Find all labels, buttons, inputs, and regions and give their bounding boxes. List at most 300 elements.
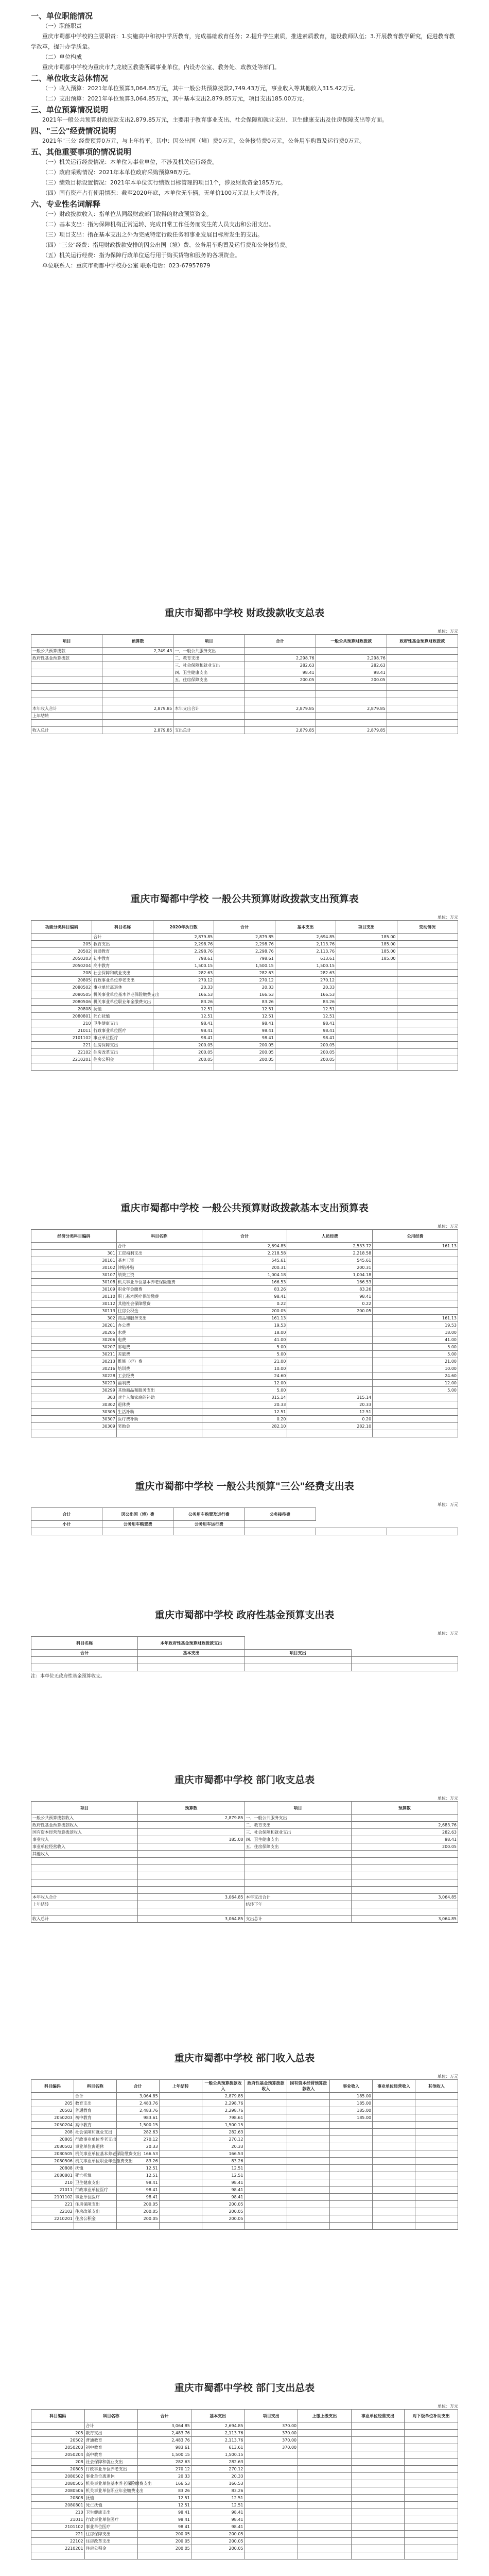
table-cell [351,2437,405,2444]
section-paragraph: （一）收入预算：2021年单位预算3,064.85万元，其中一般公共预算拨款2,749.43万元，事业收入等其他收入315.42万元。 [42,85,359,92]
table-cell: 2050204 [31,2122,74,2129]
table-cell: 24.60 [373,1372,458,1380]
table-title: 重庆市蜀都中学校 部门收支总表 [174,1774,315,1786]
table-cell [351,2509,405,2516]
table-cell [138,1887,244,1894]
table-cell [373,2179,415,2187]
table-cell: 20.33 [191,2473,244,2480]
table-cell [405,2531,458,2538]
table-cell: 本年收入合计 [31,705,102,713]
table-cell: 0.22 [202,1300,287,1308]
table-cell [159,2114,202,2122]
table-cell: 2050203 [31,955,92,962]
table-row [31,2444,458,2451]
table-cell: 30108 [31,1279,117,1286]
table-cell [351,2523,405,2531]
table-cell: 200.05 [202,2215,244,2223]
table-cell [336,1063,397,1071]
table-cell: 210 [31,2179,74,2187]
table-cell [351,2422,405,2430]
table-cell [397,962,458,970]
table-row [31,2150,458,2158]
table-cell: 三、社会保障和就业支出 [244,1829,351,1836]
column-header: 项目支出 [244,2410,298,2422]
section-heading: 五、其他重要事项的情况说明 [31,147,132,157]
table-cell: 2,218.58 [202,1250,287,1257]
table-cell: 其他收入 [31,1851,138,1858]
table-cell: 12.51 [191,2495,244,2502]
table-cell [159,2136,202,2143]
table-cell [159,2223,202,2230]
table-cell [351,1901,458,1908]
table-cell [405,2422,458,2430]
table-cell: 282.63 [351,1829,458,1836]
column-header: 公务用车购置及运行费 [173,1508,244,1521]
table-cell [102,691,173,698]
table-cell: 41.00 [202,1336,287,1344]
table-row [31,948,458,955]
table-row [31,1056,458,1063]
table-title: 重庆市蜀都中学校 一般公共预算"三公"经费支出表 [135,1481,354,1492]
table-row [31,2552,458,2560]
table-cell [287,2107,330,2114]
table-cell: 死亡抚恤 [84,2502,138,2509]
table-cell [373,1300,458,1308]
table-cell: 2,879.85 [102,727,173,734]
table-row [31,1372,458,1380]
table-block [31,605,458,734]
table-cell: 抚恤 [84,2495,138,2502]
table-cell: 事业收入 [31,1836,138,1843]
table-cell [330,2165,373,2172]
table-cell: 545.61 [202,1257,287,1264]
table-row [31,727,458,734]
table-cell: 21011 [31,1027,92,1035]
table-row [31,1664,458,1671]
table-cell: 2,298.76 [316,655,387,662]
table-cell: 2,483.76 [138,2430,191,2437]
table-row [31,1416,458,1423]
table-cell [31,1865,138,1872]
table-cell [415,2114,458,2122]
table-cell [102,669,173,676]
table-cell [244,1879,351,1887]
table-cell [415,2215,458,2223]
table-cell [336,991,397,998]
table-cell: 200.05 [202,2201,244,2208]
section-heading: 三、单位预算情况说明 [31,105,109,114]
table-cell [31,684,102,691]
table-cell: 2,298.76 [202,2100,244,2107]
table-row [31,1815,458,1822]
table-cell: 282.63 [191,2459,244,2466]
table-cell: 3,064.85 [351,1894,458,1901]
table-cell: 普通教育 [84,2437,138,2444]
table-cell: 221 [31,2201,74,2208]
table-cell: 四、卫生健康支出 [244,1836,351,1843]
table-cell: 事业单位离退休 [92,984,153,991]
table-cell [202,1430,287,1437]
table-cell: 5.00 [373,1387,458,1394]
table-cell: 20805 [31,977,92,984]
table-cell [138,1657,244,1664]
table-cell [336,1027,397,1035]
table-cell [415,2179,458,2187]
table-cell: 2080502 [31,984,92,991]
table-cell [244,1657,351,1664]
table-cell: 2,694.85 [191,2422,244,2430]
table-row [31,1264,458,1272]
table-cell: 1,500.15 [153,962,214,970]
table-cell: 30207 [31,1344,117,1351]
table-cell [373,2107,415,2114]
table-cell: 200.05 [275,1056,336,1063]
table-cell [31,1243,117,1250]
table-cell: 津贴补贴 [116,1264,202,1272]
table-cell: 210 [31,2509,85,2516]
table-cell [116,1430,202,1437]
table-cell [244,2531,298,2538]
table-row [31,1528,458,1535]
table-cell: 12.51 [202,2172,244,2179]
table-cell [31,1879,138,1887]
table-cell: 事业单位医疗 [84,2523,138,2531]
table-cell: 2,113.76 [191,2437,244,2444]
data-table [31,1229,458,1437]
table-cell: 2,879.85 [202,2093,244,2100]
table-row [31,984,458,991]
column-header: 一般公共预算拨款收入 [202,2080,244,2093]
table-cell: 12.51 [191,2502,244,2509]
table-cell: 绩效工资 [116,1272,202,1279]
table-cell [373,1401,458,1409]
table-cell [31,720,102,727]
table-cell: 2,694.85 [275,934,336,941]
table-cell: 22102 [31,2208,74,2215]
table-cell: 12.51 [275,1006,336,1013]
table-title: 重庆市蜀都中学校 财政拨款收支总表 [164,607,325,619]
table-cell [159,2129,202,2136]
table-cell: 98.41 [153,1027,214,1035]
table-cell [102,720,173,727]
table-cell: 奖励金 [116,1423,202,1430]
table-cell: 2,749.43 [102,648,173,655]
table-cell [287,1329,373,1336]
table-cell: 200.05 [275,1049,336,1056]
table-row [31,977,458,984]
table-cell [287,1351,373,1358]
table-cell: 98.41 [287,1293,373,1300]
table-row [31,2437,458,2444]
table-cell [244,2129,287,2136]
table-cell [351,1908,458,1916]
table-cell: 12.51 [214,1013,275,1020]
table-cell: 98.41 [214,1035,275,1042]
table-cell: 20.33 [202,1401,287,1409]
table-row [31,1901,458,1908]
table-cell: 98.41 [191,2516,244,2523]
table-cell: 12.00 [373,1380,458,1387]
table-cell [159,2215,202,2223]
table-cell [316,684,387,691]
table-cell: 高中教育 [92,962,153,970]
table-unit: 单位：万元 [438,1502,458,1507]
table-row [31,2422,458,2430]
table-cell: 五、住房保障支出 [173,676,244,684]
table-cell [351,1858,458,1865]
table-cell: 2,483.76 [116,2107,159,2114]
table-row [31,1336,458,1344]
table-cell: 5.00 [373,1351,458,1358]
table-cell [173,691,244,698]
table-cell [287,2165,330,2172]
table-cell: 21011 [31,2187,74,2194]
table-row [31,962,458,970]
table-cell [287,1430,373,1437]
table-cell [287,1372,373,1380]
table-cell [138,1872,244,1879]
table-cell [351,2430,405,2437]
table-row [31,662,458,669]
table-cell: 职工基本医疗保险缴费 [116,1293,202,1300]
table-cell [102,698,173,705]
table-row [31,2165,458,2172]
table-cell: 302 [31,1315,117,1322]
table-cell [397,1013,458,1020]
table-cell [102,1528,173,1535]
table-cell [397,1027,458,1035]
table-cell: 270.12 [138,2466,191,2473]
table-cell [244,2100,287,2107]
column-header: 上年结转 [159,2080,202,2093]
table-cell: 2,879.85 [244,727,316,734]
table-row [31,1858,458,1865]
table-cell: 2,298.76 [214,948,275,955]
table-cell [373,1430,458,1437]
sub-header: 基本支出 [138,1650,244,1657]
table-cell: 200.05 [202,2208,244,2215]
data-table [31,1507,458,1535]
table-cell [92,1063,153,1071]
table-cell [287,2114,330,2122]
table-cell [351,2459,405,2466]
table-cell: 166.53 [153,991,214,998]
table-cell: 二、教育支出 [173,655,244,662]
table-cell: 282.63 [214,970,275,977]
column-header: 本年政府性基金预算财政拨款支出 [138,1637,244,1650]
table-row [31,2208,458,2215]
table-unit: 单位：万元 [438,629,458,634]
table-cell [373,1308,458,1315]
table-cell [316,691,387,698]
table-cell: 20.33 [214,984,275,991]
table-row [31,1279,458,1286]
section-paragraph: （一）财政拨款收入：指单位从同级财政部门取得的财政预算资金。 [42,211,212,217]
table-cell [387,684,458,691]
table-cell: 2080502 [31,2473,85,2480]
table-cell [138,1843,244,1851]
table-cell [387,655,458,662]
table-cell: 270.12 [202,2136,244,2143]
column-header: 科目编码 [31,2410,85,2422]
table-cell: 545.61 [287,1257,373,1264]
table-cell [244,2172,287,2179]
table-cell: 282.63 [244,662,316,669]
table-cell [351,2502,405,2509]
table-cell [405,2466,458,2473]
section-paragraph: 重庆市蜀都中学校的主要职责：1.实施高中和初中学历教育，完成基础教育任务；2.提升学生素质，推进素质教育，建设教师队伍；3.开展教育教学研究，促进教育教学改革，提升办学质量。 [31,33,455,50]
table-cell [244,2215,287,2223]
table-unit: 单位：万元 [438,1631,458,1636]
table-cell [298,2451,352,2459]
table-cell: 12.51 [202,1409,287,1416]
table-cell [330,2215,373,2223]
table-cell: 22102 [31,1049,92,1056]
table-cell [336,1006,397,1013]
table-cell: 2,879.85 [244,705,316,713]
table-cell [336,1042,397,1049]
table-cell: 208 [31,970,92,977]
table-cell [159,2100,202,2107]
column-header: 预算数 [351,1802,458,1815]
table-cell: 1,500.15 [214,962,275,970]
table-cell [336,1049,397,1056]
table-cell [397,1035,458,1042]
table-cell: 3,064.85 [351,1916,458,1923]
column-header: 功能分类科目编码 [31,921,92,934]
table-cell [116,2223,159,2230]
table-row [31,2179,458,2187]
table-cell: 机关事业单位职业年金缴费支出 [74,2158,116,2165]
table-cell: 行政事业单位医疗 [92,1027,153,1035]
table-row [31,1872,458,1879]
table-cell [287,2150,330,2158]
table-row [31,1329,458,1336]
table-cell [405,2487,458,2495]
column-header: 项目 [244,1802,351,1815]
table-unit: 单位：万元 [438,2074,458,2079]
column-header: 政府性基金预算财政拨款 [387,635,458,648]
table-cell [415,2129,458,2136]
table-cell [415,2187,458,2194]
table-cell [415,2223,458,2230]
table-cell [173,720,244,727]
table-cell [287,2179,330,2187]
table-cell [244,2223,287,2230]
table-cell [159,2187,202,2194]
column-header: 项目 [173,635,244,648]
table-cell: 208 [31,2129,74,2136]
table-cell [244,2523,298,2531]
table-cell: 200.05 [191,2531,244,2538]
table-cell [415,2143,458,2150]
table-cell: 住房保障支出 [92,1042,153,1049]
table-cell [373,2100,415,2107]
column-header: 上缴上级支出 [298,2410,352,2422]
table-cell: 282.63 [316,662,387,669]
table-cell: 抚恤 [92,1006,153,1013]
table-cell: 30110 [31,1293,117,1300]
table-cell: 12.51 [116,2165,159,2172]
table-cell [387,669,458,676]
table-cell [316,720,387,727]
table-cell [351,2495,405,2502]
table-cell [287,2100,330,2107]
column-header: 公务接待费 [244,1508,316,1521]
table-cell: 30229 [31,1380,117,1387]
table-cell: 行政事业单位养老支出 [84,2466,138,2473]
table-cell [138,1879,244,1887]
table-cell [336,984,397,991]
column-header: 事业收入 [330,2080,373,2093]
table-cell [351,2487,405,2495]
table-cell [415,2208,458,2215]
table-cell: 政府性基金预算拨款收入 [31,1822,138,1829]
table-cell: 185.00 [330,2114,373,2122]
table-cell [244,2143,287,2150]
table-cell: 事业单位医疗 [92,1035,153,1042]
table-cell: 事业单位经营收入 [31,1843,138,1851]
table-cell [244,2122,287,2129]
table-cell: 2080506 [31,2158,74,2165]
table-cell: 30302 [31,1401,117,1409]
table-cell [138,2552,191,2560]
table-cell: 200.05 [214,1042,275,1049]
table-cell [31,1528,102,1535]
table-cell [373,2172,415,2179]
column-header: 项目 [31,635,102,648]
table-cell: 98.41 [116,2179,159,2187]
table-cell: 2,113.76 [191,2430,244,2437]
table-cell: 282.63 [275,970,336,977]
table-cell [298,2509,352,2516]
table-cell [330,2143,373,2150]
table-cell: 200.05 [138,2538,191,2545]
table-cell [373,1293,458,1300]
table-cell [415,2165,458,2172]
table-cell: 98.41 [191,2509,244,2516]
table-cell: 83.26 [287,1286,373,1293]
table-cell: 收入总计 [31,727,102,734]
table-cell: 2210201 [31,2545,85,2552]
table-cell: 20808 [31,2165,74,2172]
table-cell: 208 [31,2459,85,2466]
table-row [31,1243,458,1250]
table-cell [405,2552,458,2560]
table-row [31,2516,458,2523]
table-cell: 3,064.85 [138,2422,191,2430]
table-cell [373,1250,458,1257]
table-cell: 2080506 [31,2487,85,2495]
table-cell [244,2495,298,2502]
table-cell [351,1657,458,1664]
column-header: 2020年执行数 [153,921,214,934]
table-cell: 支出总计 [173,727,244,734]
table-cell: 机关事业单位基本养老保险缴费 [116,1279,202,1286]
table-cell [387,713,458,720]
table-cell [244,1887,351,1894]
table-cell [397,955,458,962]
table-cell: 一、一般公共服务支出 [244,1815,351,1822]
table-cell [31,2422,85,2430]
table-cell: 2210201 [31,2215,74,2223]
table-cell [287,1322,373,1329]
table-row [31,684,458,691]
table-cell: 205 [31,2100,74,2107]
table-cell: 1,004.18 [287,1272,373,1279]
data-table [31,1801,458,1923]
table-cell [373,2165,415,2172]
